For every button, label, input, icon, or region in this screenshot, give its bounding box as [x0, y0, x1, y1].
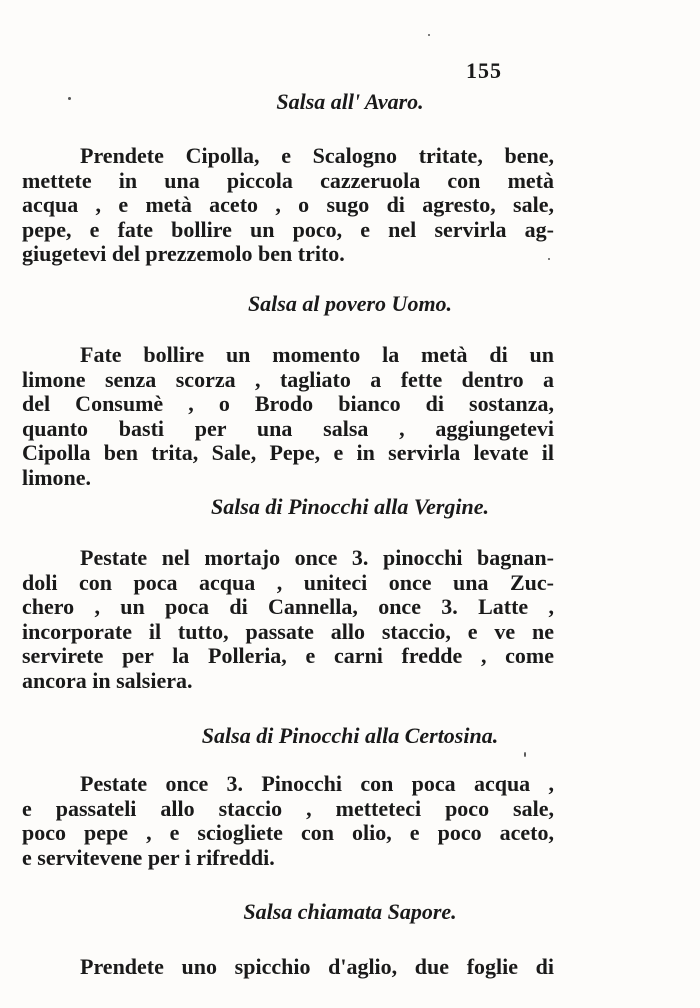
text-line: Pestate once 3. Pinocchi con poca acqua ,: [80, 771, 554, 796]
text-line: pepe, e fate bollire un poco, e nel servirla ag-: [22, 216, 554, 242]
text-line: e servitevene per i rifreddi.: [22, 844, 275, 870]
text-line: Pestate nel mortajo once 3. pinocchi bagnan-: [80, 545, 554, 570]
scan-speck: [428, 34, 430, 36]
page-number: 155: [466, 58, 502, 83]
section-title: Salsa all' Avaro.: [276, 89, 424, 114]
section-body: [22, 955, 554, 980]
text-line: incorporate il tutto, passate allo staccio, e ve ne: [22, 618, 554, 644]
text-line: e passateli allo staccio , metteteci poco sale,: [22, 795, 554, 821]
text-line: del Consumè , o Brodo bianco di sostanza,: [22, 391, 554, 417]
text-line: giugetevi del prezzemolo ben trito.: [22, 241, 345, 267]
text-line: servirete per la Polleria, e carni fredde , come: [22, 643, 554, 669]
section-body: [22, 546, 554, 694]
section-body: [22, 144, 554, 267]
text-line: Cipolla ben trita, Sale, Pepe, e in servirla levate il: [22, 440, 554, 466]
section-title: Salsa chiamata Sapore.: [243, 899, 457, 924]
text-line: poco pepe , e sciogliete con olio, e poco aceto,: [22, 820, 554, 846]
section-title: Salsa di Pinocchi alla Certosina.: [201, 723, 499, 748]
text-line: chero , un poca di Cannella, once 3. Latte ,: [22, 594, 554, 620]
text-line: limone senza scorza , tagliato a fette dentro a: [22, 366, 554, 392]
scan-speck: [68, 97, 71, 100]
scan-speck: [524, 752, 526, 757]
text-line: acqua , e metà aceto , o sugo di agresto, sale,: [22, 192, 554, 218]
text-line: ancora in salsiera.: [22, 667, 193, 693]
text-line: mettete in una piccola cazzeruola con metà: [22, 167, 554, 193]
section-body: [22, 772, 554, 870]
text-line: Prendete uno spicchio d'aglio, due foglie di: [80, 954, 554, 979]
text-line: limone.: [22, 464, 92, 490]
section-title: Salsa al povero Uomo.: [247, 291, 453, 316]
text-line: quanto basti per una salsa , aggiungetevi: [22, 415, 554, 441]
section-body: [22, 343, 554, 491]
scan-speck: [548, 258, 550, 260]
section-title: Salsa di Pinocchi alla Vergine.: [210, 494, 490, 519]
text-line: Prendete Cipolla, e Scalogno tritate, bene,: [80, 143, 554, 168]
text-line: doli con poca acqua , uniteci once una Zuc-: [22, 569, 554, 595]
text-line: Fate bollire un momento la metà di un: [80, 342, 554, 367]
